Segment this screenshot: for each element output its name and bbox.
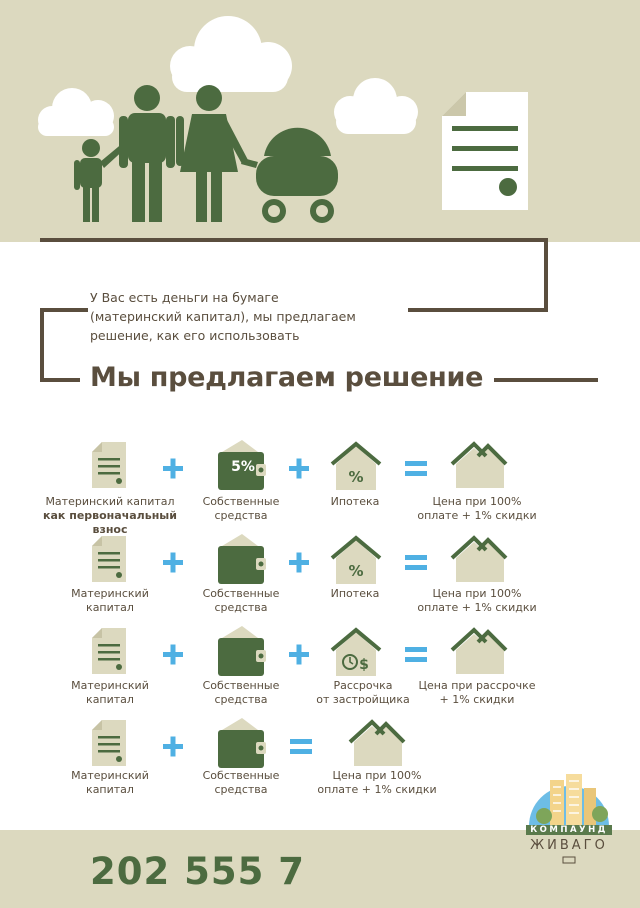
label-line: Рассрочка [333, 679, 393, 692]
intro-line: решение, как его использовать [90, 328, 300, 343]
document-icon [92, 536, 126, 582]
house-clock-dollar-icon [332, 630, 380, 676]
label-line: Ипотека [330, 495, 380, 508]
result-label [402, 679, 552, 707]
label-line: капитал [86, 693, 134, 706]
cloud-icon [334, 78, 418, 134]
label-line: + 1% скидки [439, 693, 515, 706]
cloud-icon [170, 16, 292, 92]
plus-icon [163, 459, 183, 479]
label-line: Цена при 100% [432, 495, 522, 508]
label-line: средства [214, 509, 268, 522]
label-line: оплате + 1% скидки [317, 783, 437, 796]
svg-text:%: % [348, 562, 364, 580]
logo-line-2: ЖИВАГО [530, 838, 608, 853]
logo-small-house-icon [562, 856, 576, 864]
label-line: Собственные [202, 679, 280, 692]
house-icon [452, 444, 506, 488]
equals-icon [405, 647, 427, 662]
label-line: Материнский [71, 587, 149, 600]
label-line: оплате + 1% скидки [417, 509, 537, 522]
result-label [302, 769, 452, 797]
label-line: капитал [86, 783, 134, 796]
label-line: средства [214, 601, 268, 614]
label-line: как первоначальный взнос [43, 509, 177, 536]
document-icon [92, 628, 126, 674]
house-icon [452, 538, 506, 582]
result-label [402, 587, 552, 615]
equals-icon [405, 555, 427, 570]
label-line: Материнский [71, 679, 149, 692]
plus-icon [163, 553, 183, 573]
result-label [402, 495, 552, 523]
label-line: оплате + 1% скидки [417, 601, 537, 614]
label-line: Ипотека [330, 587, 380, 600]
equals-icon [405, 461, 427, 476]
label-line: Собственные [202, 587, 280, 600]
intro-text [90, 288, 400, 345]
plus-icon [163, 737, 183, 757]
cloud-icon [38, 88, 114, 136]
intro-line: У Вас есть деньги на бумаге [90, 290, 279, 305]
document-icon [92, 442, 126, 488]
plus-icon [163, 645, 183, 665]
label-line: Цена при рассрочке [418, 679, 536, 692]
document-large-icon [442, 92, 528, 210]
label-line: средства [214, 693, 268, 706]
house-percent-icon [332, 538, 380, 584]
label-line: Материнский [71, 769, 149, 782]
family-with-stroller-icon [74, 85, 338, 223]
equals-icon [290, 739, 312, 754]
percent-badge: 5% [231, 459, 255, 475]
house-percent-icon [332, 444, 380, 490]
document-icon [92, 720, 126, 766]
house-icon [452, 630, 506, 674]
svg-text:%: % [348, 468, 364, 486]
logo-line-1: КОМПАУНД [526, 825, 612, 835]
plus-icon [289, 459, 309, 479]
svg-text:$: $ [359, 657, 369, 673]
header-illustration [0, 0, 640, 242]
label-line: Материнский капитал [45, 495, 175, 508]
plus-icon [289, 645, 309, 665]
mother-capital-label [35, 679, 185, 707]
label-line: Собственные [202, 495, 280, 508]
house-icon [350, 722, 404, 766]
phone-number[interactable]: 202 555 7 [90, 850, 305, 893]
own-funds-label [166, 769, 316, 797]
label-line: от застройщика [316, 693, 410, 706]
label-line: Цена при 100% [332, 769, 422, 782]
label-line: Собственные [202, 769, 280, 782]
wallet-icon [218, 534, 266, 584]
page-title: Мы предлагаем решение [90, 362, 484, 393]
wallet-icon [218, 718, 266, 768]
logo-emblem [524, 766, 614, 826]
wallet-icon [218, 626, 266, 676]
intro-line: (материнский капитал), мы предлагаем [90, 309, 356, 324]
label-line: средства [214, 783, 268, 796]
mother-capital-label [35, 769, 185, 797]
label-line: Цена при 100% [432, 587, 522, 600]
plus-icon [289, 553, 309, 573]
label-line: капитал [86, 601, 134, 614]
mother-capital-label [35, 587, 185, 615]
